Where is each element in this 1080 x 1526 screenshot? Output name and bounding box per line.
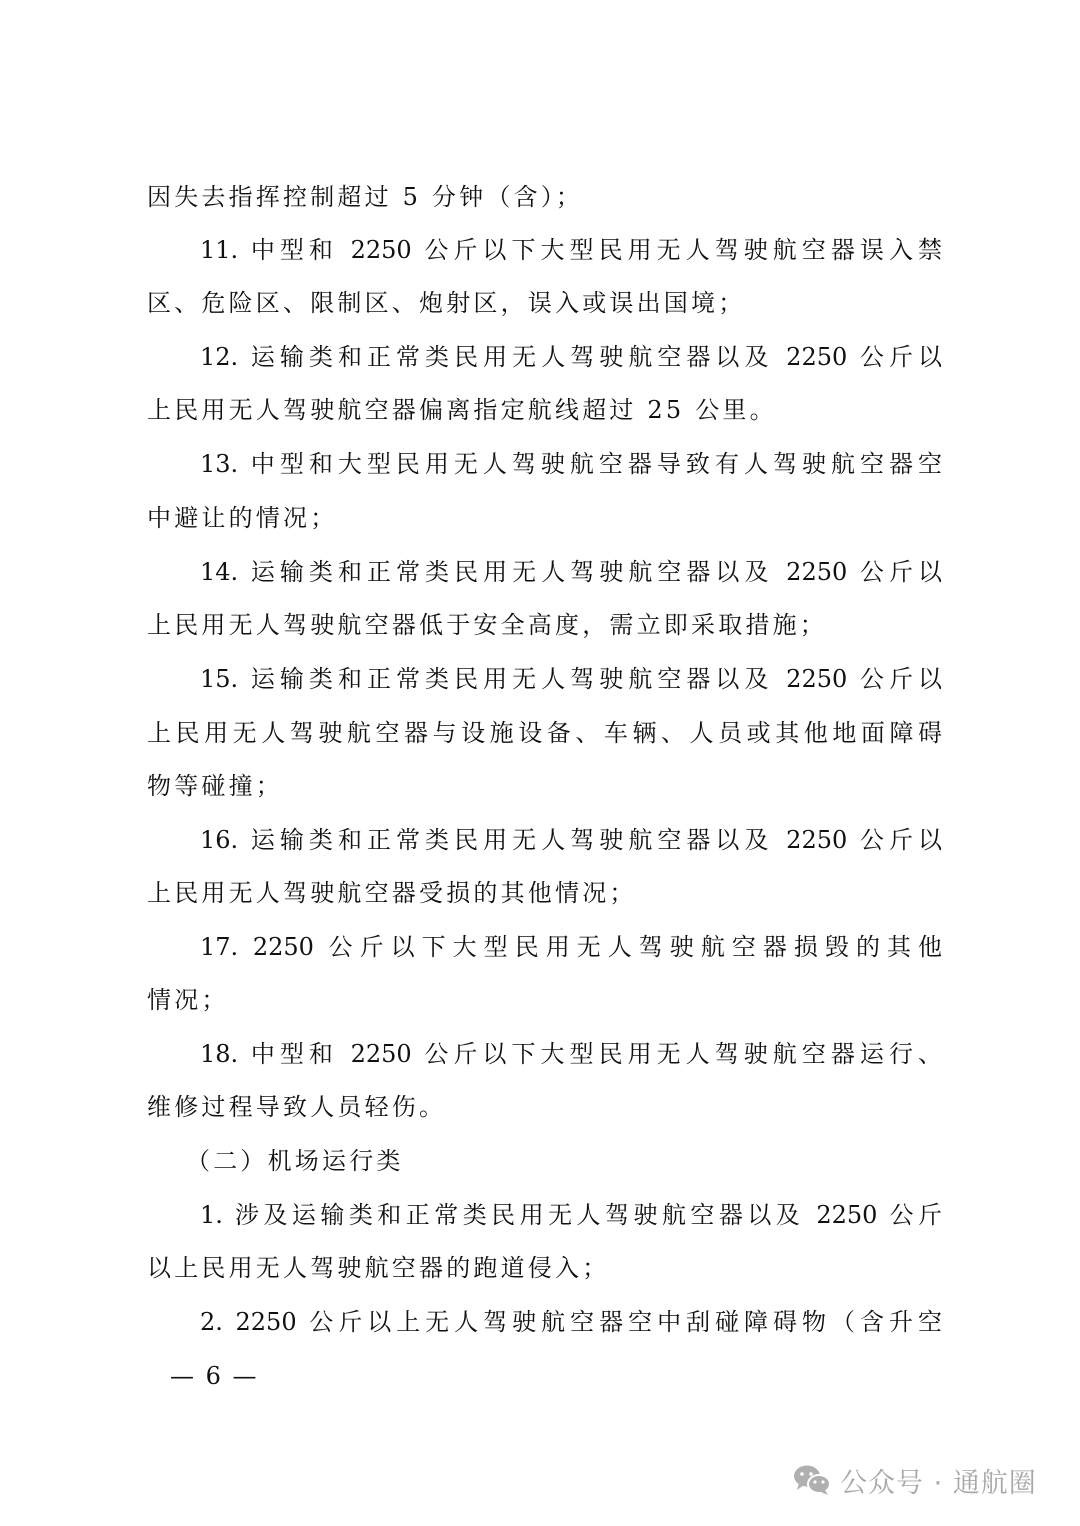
page-number: — 6 — (170, 1362, 259, 1390)
list-item-12: 12. 运输类和正常类民用无人驾驶航空器以及 2250 公斤以 (200, 343, 942, 371)
list-item-17: 17. 2250 公斤以下大型民用无人驾驶航空器损毁的其他 (200, 933, 942, 961)
wechat-icon (792, 1464, 832, 1496)
list-item-11: 11. 中型和 2250 公斤以下大型民用无人驾驶航空器误入禁 (200, 236, 942, 264)
text-line: 以上民用无人驾驶航空器的跑道侵入； (147, 1254, 610, 1282)
text-line: 上民用无人驾驶航空器受损的其他情况； (147, 879, 637, 907)
list-item-2: 2. 2250 公斤以上无人驾驶航空器空中刮碰障碍物（含升空 (200, 1308, 942, 1336)
watermark (792, 1462, 1037, 1498)
text-line: 区、危险区、限制区、炮射区，误入或误出国境； (147, 289, 746, 317)
text-line: 因失去指挥控制超过 5 分钟（含）； (147, 183, 584, 211)
text-line: 上民用无人驾驶航空器低于安全高度，需立即采取措施； (147, 611, 827, 639)
text-line: 情况； (147, 986, 229, 1014)
watermark-text: 公众号 · 通航圈 (840, 1467, 1037, 1499)
list-item-18: 18. 中型和 2250 公斤以下大型民用无人驾驶航空器运行、 (200, 1040, 942, 1068)
text-line: 上民用无人驾驶航空器偏离指定航线超过 25 公里。 (147, 396, 777, 424)
text-line: 中避让的情况； (147, 504, 338, 532)
text-line: 上民用无人驾驶航空器与设施设备、车辆、人员或其他地面障碍 (147, 719, 942, 747)
text-line: 物等碰撞； (147, 772, 283, 800)
list-item-1: 1. 涉及运输类和正常类民用无人驾驶航空器以及 2250 公斤 (200, 1201, 942, 1229)
list-item-13: 13. 中型和大型民用无人驾驶航空器导致有人驾驶航空器空 (200, 450, 942, 478)
text-line: 维修过程导致人员轻伤。 (147, 1093, 447, 1121)
section-heading: （二）机场运行类 (186, 1147, 404, 1175)
list-item-15: 15. 运输类和正常类民用无人驾驶航空器以及 2250 公斤以 (200, 665, 942, 693)
list-item-16: 16. 运输类和正常类民用无人驾驶航空器以及 2250 公斤以 (200, 826, 942, 854)
list-item-14: 14. 运输类和正常类民用无人驾驶航空器以及 2250 公斤以 (200, 558, 942, 586)
